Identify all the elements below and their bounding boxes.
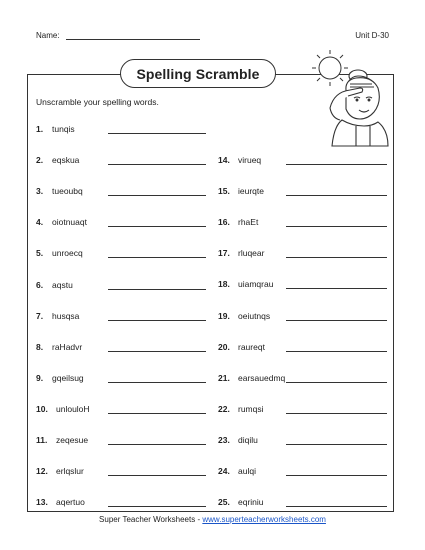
word-row — [218, 466, 387, 478]
word-row — [36, 124, 206, 136]
answer-blank-line[interactable] — [286, 288, 387, 289]
word-row — [36, 248, 206, 260]
word-number: 17. — [218, 248, 230, 259]
scrambled-word: zeqesue — [56, 435, 89, 445]
word-number: 2. — [36, 155, 44, 166]
answer-blank-line[interactable] — [286, 164, 387, 165]
scrambled-word: husqsa — [52, 310, 80, 321]
word-number: 16. — [218, 217, 230, 228]
answer-blank-line[interactable] — [286, 382, 387, 383]
scrambled-word: ieurqte — [238, 186, 264, 197]
word-row — [36, 497, 206, 509]
worksheet-header — [36, 31, 389, 43]
footer-prefix: Super Teacher Worksheets - — [99, 515, 203, 524]
worksheet-title-text: Spelling Scramble — [136, 65, 260, 82]
word-row — [36, 280, 206, 292]
word-number: 18. — [218, 279, 230, 290]
answer-blank-line[interactable] — [108, 382, 206, 383]
scrambled-word: raureqt — [238, 341, 265, 352]
scrambled-word: aqertuo — [56, 497, 85, 508]
word-row — [36, 404, 206, 416]
answer-blank-line[interactable] — [108, 195, 206, 196]
word-row — [218, 404, 387, 416]
word-row — [36, 311, 206, 323]
scrambled-word: uiamqrau — [238, 279, 274, 290]
scrambled-word: gqeilsug — [52, 372, 84, 383]
word-row — [218, 248, 387, 260]
scrambled-word: rluqear — [238, 248, 265, 259]
answer-blank-line[interactable] — [108, 289, 206, 290]
page-footer — [0, 515, 425, 524]
kid-figure-icon — [330, 70, 388, 146]
name-label: Name: — [36, 31, 60, 40]
scrambled-word: virueq — [238, 155, 262, 165]
word-row — [218, 155, 387, 167]
answer-blank-line[interactable] — [108, 351, 206, 352]
unit-label: Unit D-30 — [355, 31, 389, 40]
sunny-kid-icon — [296, 46, 396, 148]
answer-blank-line[interactable] — [286, 413, 387, 414]
word-row — [218, 497, 387, 509]
word-number: 4. — [36, 217, 44, 228]
scrambled-word: eqriniu — [238, 497, 264, 508]
word-row — [218, 435, 387, 447]
word-number: 21. — [218, 372, 230, 383]
scrambled-word: rumqsi — [238, 403, 264, 414]
word-number: 12. — [36, 466, 48, 477]
scrambled-word: erlqslur — [56, 466, 84, 477]
word-number: 5. — [36, 248, 44, 259]
word-number: 6. — [36, 279, 44, 290]
word-number: 22. — [218, 403, 230, 414]
word-number: 1. — [36, 124, 44, 134]
answer-blank-line[interactable] — [108, 257, 206, 258]
word-number: 8. — [36, 341, 44, 352]
scrambled-word: aqstu — [52, 279, 73, 290]
answer-blank-line[interactable] — [286, 257, 387, 258]
name-blank-line[interactable] — [66, 39, 200, 40]
answer-blank-line[interactable] — [108, 320, 206, 321]
word-number: 19. — [218, 310, 230, 321]
answer-blank-line[interactable] — [286, 506, 387, 507]
scrambled-word: tueoubq — [52, 186, 83, 197]
word-number: 7. — [36, 310, 44, 321]
word-row — [36, 342, 206, 354]
instructions-text: Unscramble your spelling words. — [36, 97, 159, 107]
word-row — [218, 311, 387, 323]
word-row — [218, 342, 387, 354]
answer-blank-line[interactable] — [108, 413, 206, 414]
word-number: 25. — [218, 497, 230, 508]
word-row — [36, 217, 206, 229]
word-row — [36, 373, 206, 385]
answer-blank-line[interactable] — [286, 226, 387, 227]
word-row — [36, 466, 206, 478]
scrambled-word: oiotnuaqt — [52, 217, 87, 228]
word-number: 24. — [218, 466, 230, 476]
word-number: 23. — [218, 434, 230, 445]
scrambled-word: rhaEt — [238, 217, 259, 228]
scrambled-word: raHadvr — [52, 341, 83, 352]
word-row — [218, 279, 387, 291]
scrambled-word: unlouloH — [56, 403, 90, 414]
answer-blank-line[interactable] — [108, 133, 206, 134]
scrambled-word: diqilu — [238, 434, 258, 445]
sun-icon — [312, 50, 348, 86]
answer-blank-line[interactable] — [108, 164, 206, 165]
word-row — [36, 435, 206, 447]
answer-blank-line[interactable] — [286, 320, 387, 321]
answer-blank-line[interactable] — [286, 444, 387, 445]
scrambled-word: earsauedmq — [238, 372, 286, 383]
answer-blank-line[interactable] — [108, 506, 206, 507]
scrambled-word: eqskua — [52, 155, 80, 166]
word-row — [36, 186, 206, 198]
worksheet-title — [120, 59, 276, 88]
answer-blank-line[interactable] — [108, 444, 206, 445]
scrambled-word: aulqi — [238, 466, 256, 476]
word-number: 9. — [36, 372, 44, 383]
scrambled-word: tunqis — [52, 124, 75, 134]
answer-blank-line[interactable] — [286, 351, 387, 352]
word-number: 15. — [218, 186, 230, 197]
word-number: 14. — [218, 155, 230, 165]
scrambled-word: unroecq — [52, 248, 83, 259]
answer-blank-line[interactable] — [286, 475, 387, 476]
word-number: 13. — [36, 497, 48, 508]
answer-blank-line[interactable] — [108, 475, 206, 476]
word-number: 3. — [36, 186, 44, 197]
word-number: 10. — [36, 403, 48, 414]
answer-blank-line[interactable] — [286, 195, 387, 196]
word-row — [218, 373, 387, 385]
footer-link[interactable]: www.superteacherworksheets.com — [202, 515, 326, 524]
word-number: 20. — [218, 341, 230, 352]
word-row — [36, 155, 206, 167]
scrambled-word: oeiutnqs — [238, 310, 271, 321]
word-number: 11. — [36, 435, 48, 445]
answer-blank-line[interactable] — [108, 226, 206, 227]
word-row — [218, 217, 387, 229]
word-row — [218, 186, 387, 198]
